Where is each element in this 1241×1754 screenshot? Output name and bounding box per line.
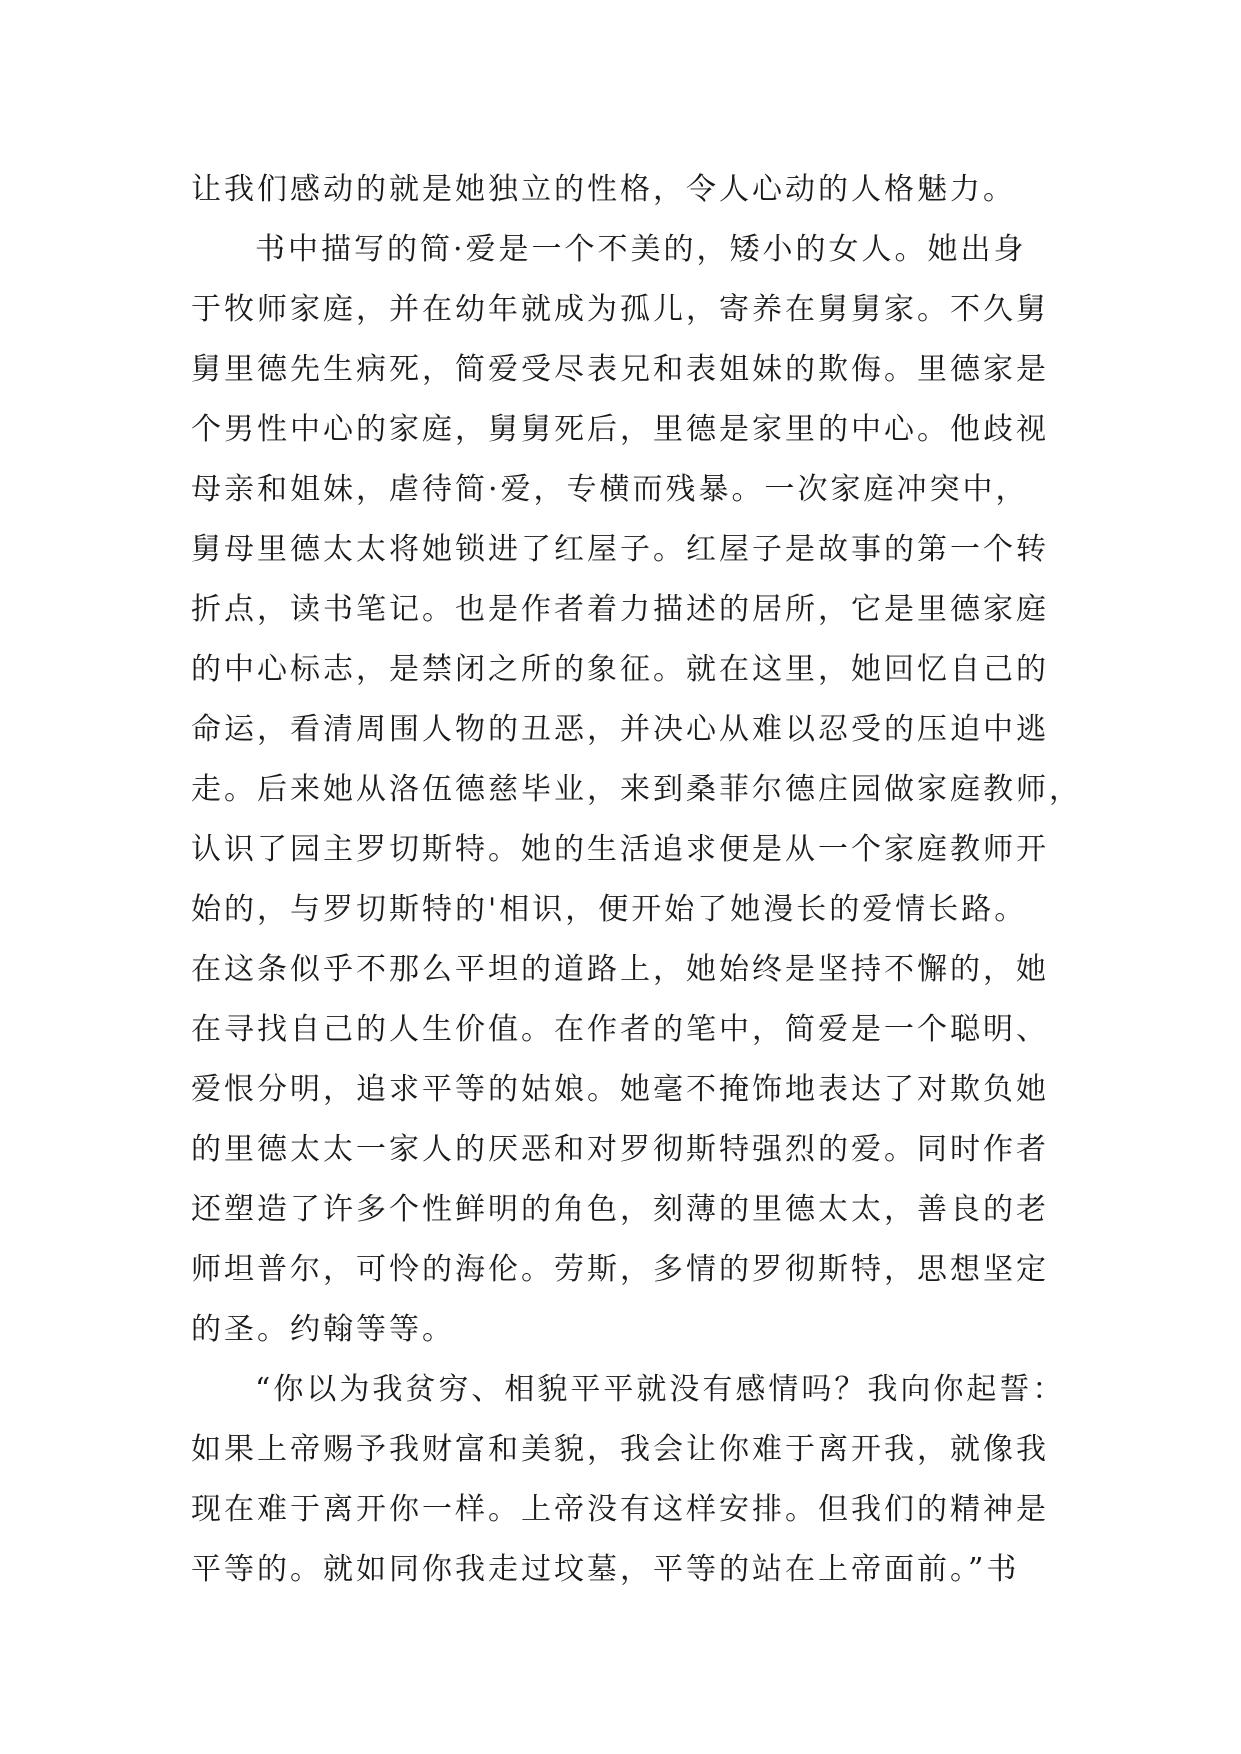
text-line: 母亲和姐妹，虐待简·爱，专横而残暴。一次家庭冲突中， <box>191 472 1029 507</box>
text-line: 爱恨分明，追求平等的姑娘。她毫不掩饰地表达了对欺负她 <box>191 1072 1049 1107</box>
text-line: 还塑造了许多个性鲜明的角色，刻薄的里德太太，善良的老 <box>191 1192 1049 1227</box>
document-body <box>191 160 1082 1600</box>
text-line: 于牧师家庭，并在幼年就成为孤儿，寄养在舅舅家。不久舅 <box>191 292 1049 327</box>
text-line: 认识了园主罗切斯特。她的生活追求便是从一个家庭教师开 <box>191 832 1049 867</box>
text-line: 的里德太太一家人的厌恶和对罗彻斯特强烈的爱。同时作者 <box>191 1132 1049 1167</box>
text-line: 让我们感动的就是她独立的性格，令人心动的人格魅力。 <box>191 172 1016 207</box>
text-line: 走。后来她从洛伍德慈毕业，来到桑菲尔德庄园做家庭教师， <box>191 772 1082 807</box>
paragraph-start-line: “你以为我贫穷、相貌平平就没有感情吗？我向你起誓： <box>255 1372 1066 1407</box>
text-line: 现在难于离开你一样。上帝没有这样安排。但我们的精神是 <box>191 1492 1049 1527</box>
text-line: 舅母里德太太将她锁进了红屋子。红屋子是故事的第一个转 <box>191 532 1049 567</box>
text-line: 命运，看清周围人物的丑恶，并决心从难以忍受的压迫中逃 <box>191 712 1049 747</box>
text-line: 舅里德先生病死，简爱受尽表兄和表姐妹的欺侮。里德家是 <box>191 352 1049 387</box>
paragraph-start-line: 书中描写的简·爱是一个不美的，矮小的女人。她出身 <box>255 232 1027 267</box>
text-line: 个男性中心的家庭，舅舅死后，里德是家里的中心。他歧视 <box>191 412 1049 447</box>
text-line: 平等的。就如同你我走过坟墓，平等的站在上帝面前。”书 <box>191 1552 1020 1587</box>
text-line: 在寻找自己的人生价值。在作者的笔中，简爱是一个聪明、 <box>191 1012 1049 1047</box>
text-line: 的圣。约翰等等。 <box>191 1312 455 1347</box>
text-line: 在这条似乎不那么平坦的道路上，她始终是坚持不懈的，她 <box>191 952 1049 987</box>
text-line: 师坦普尔，可怜的海伦。劳斯，多情的罗彻斯特，思想坚定 <box>191 1252 1049 1287</box>
text-line: 的中心标志，是禁闭之所的象征。就在这里，她回忆自己的 <box>191 652 1049 687</box>
text-line: 如果上帝赐予我财富和美貌，我会让你难于离开我，就像我 <box>191 1432 1049 1467</box>
text-line: 折点，读书笔记。也是作者着力描述的居所，它是里德家庭 <box>191 592 1049 627</box>
text-line: 始的，与罗切斯特的'相识，便开始了她漫长的爱情长路。 <box>191 892 1028 927</box>
